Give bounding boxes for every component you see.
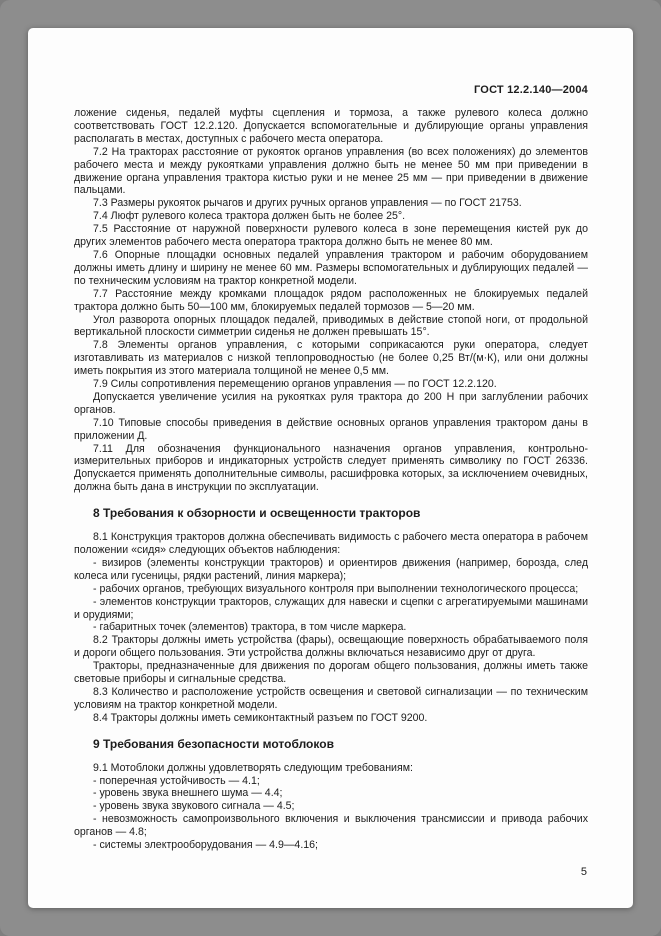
list-item: - уровень звука внешнего шума — 4.4; [93,787,283,800]
section-heading-9: 9 Требования безопасности мотоблоков [93,736,334,751]
page-body [74,107,588,852]
paragraph-9-1: 9.1 Мотоблоки должны удовлетворять следующим требованиям: [93,761,413,774]
list-item: - поперечная устойчивость — 4.1; [93,774,260,787]
paragraph-7-7: 7.7 Расстояние между кромками площадок рядом расположенных не блокируемых педалей трактора должно быть 50—100 мм, блокируемых педалей тормозов — 5—20 мм. [74,287,588,313]
paragraph-8-4: 8.4 Тракторы должны иметь семиконтактный разъем по ГОСТ 9200. [93,711,428,724]
paragraph-7-9: 7.9 Силы сопротивления перемещению органов управления — по ГОСТ 12.2.120. [93,378,497,391]
paragraph-7-2: 7.2 На тракторах расстояние от рукояток органов управления (во всех положениях) до элементов рабочего места и между рукоятками управления должно быть не менее 50 мм при приведении в движение органа управления трактора кистью руки и не менее 25 мм — при приведении в движение пальцами. [74,145,588,197]
list-item: - уровень звука звукового сигнала — 4.5; [93,800,295,813]
paragraph-7-6: 7.6 Опорные площадки основных педалей управления трактором и рабочим оборудованием должны иметь длину и ширину не менее 60 мм. Размеры вспомогательных и дублирующих педалей — по техническим условиям на трактор конкретной модели. [74,248,588,287]
list-item: - рабочих органов, требующих визуального контроля при выполнении технологического процесса; [93,582,579,595]
paragraph-7-10: 7.10 Типовые способы приведения в действие основных органов управления трактором даны в приложении Д. [74,416,588,442]
paragraph-7-5: 7.5 Расстояние от наружной поверхности рулевого колеса в зоне перемещения кистей рук до других элементов рабочего места оператора трактора должно быть не менее 80 мм. [74,223,588,249]
paragraph-8-3: 8.3 Количество и расположение устройств освещения и световой сигнализации — по техническим условиям на трактор конкретной модели. [74,685,588,711]
list-item: - невозможность самопроизвольного включения и выключения трансмиссии и привода рабочих органов — 4.8; [74,813,588,839]
paragraph-7-7-note: Угол разворота опорных площадок педалей, приводимых в действие стопой ноги, от продольной вертикальной плоскости симметрии сиденья не должен превышать 15°. [74,313,588,339]
paragraph-8-2-note: Тракторы, предназначенные для движения по дорогам общего пользования, должны иметь также световые приборы и сигнальные средства. [74,660,588,686]
list-item: - визиров (элементы конструкции тракторов) и ориентиров движения (например, борозда, след колеса или гусеницы, рядки растений, линия маркера); [74,556,588,582]
page-number: 5 [580,866,587,878]
list-item: - системы электрооборудования — 4.9—4.16; [93,839,318,852]
paragraph-7-9-note: Допускается увеличение усилия на рукоятках руля трактора до 200 Н при заглублении рабочих органов. [74,390,588,416]
paragraph-continuation: ложение сиденья, педалей муфты сцепления и тормоза, а также рулевого колеса должно соответствовать ГОСТ 12.2.120. Допускается вспомогательные и дублирующие органы управления располагать в местах, доступных с рабочего места оператора. [74,107,588,145]
paragraph-8-1: 8.1 Конструкция тракторов должна обеспечивать видимость с рабочего места оператора в рабочем положении «сидя» следующих объектов наблюдения: [74,531,588,556]
paragraph-7-3: 7.3 Размеры рукояток рычагов и других ручных органов управления — по ГОСТ 21753. [93,197,522,210]
doc-number: ГОСТ 12.2.140—2004 [474,84,588,96]
paragraph-8-2: 8.2 Тракторы должны иметь устройства (фары), освещающие поверхность обрабатываемого поля и дороги общего пользования. Эти устройства должны включаться независимо друг от друга. [74,634,588,660]
list-item: - габаритных точек (элементов) трактора, в том числе маркера. [93,621,407,634]
paragraph-7-4: 7.4 Люфт рулевого колеса трактора должен быть не более 25°. [93,210,406,223]
document-page [28,28,633,908]
section-heading-8: 8 Требования к обзорности и освещенности тракторов [93,506,421,521]
list-item: - элементов конструкции тракторов, служащих для навески и сцепки с агрегатируемыми машинами и орудиями; [74,595,588,621]
paragraph-7-8: 7.8 Элементы органов управления, с которыми соприкасаются руки оператора, следует изготавливать из материалов с низкой теплопроводностью (не более 0,25 Вт/(м·К), или они должны иметь покрытия из этого материала толщиной не менее 0,5 мм. [74,339,588,378]
paragraph-7-11: 7.11 Для обозначения функционального назначения органов управления, контрольно-измерительных приборов и индикаторных устройств следует применять символику по ГОСТ 26336. Допускается применять дополнительные символы, расшифровка которых, за исключением очевидных, должна быть дана в инструкции по эксплуатации. [74,442,588,494]
